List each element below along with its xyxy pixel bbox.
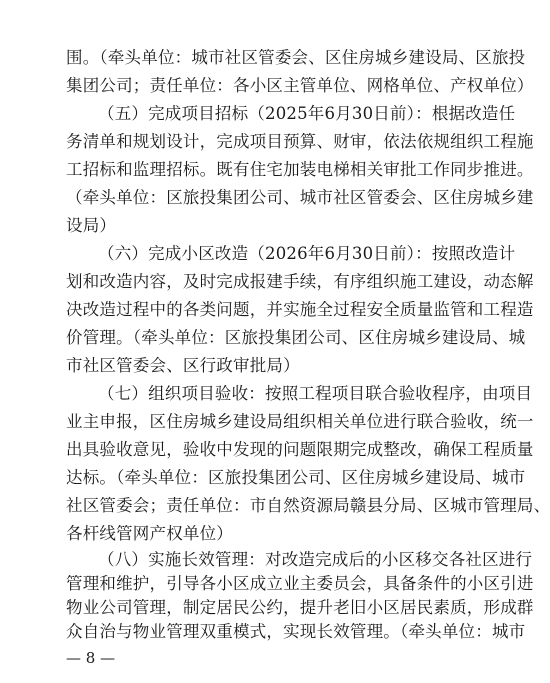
text-line: 设局） [66, 216, 117, 235]
text-line: 各杆线管网产权单位） [66, 524, 233, 543]
page-number: — 8 — [66, 649, 116, 667]
text-line: 出具验收意见，验收中发现的问题限期完成整改，确保工程质量 [66, 440, 534, 459]
section-heading-line: （七）组织项目验收：按照工程项目联合验收程序，由项目 [98, 384, 533, 403]
text-line: 业主申报，区住房城乡建设局组织相关单位进行联合验收，统一 [66, 412, 534, 431]
text-line: 物业公司管理，制定居民公约，提升老旧小区居民素质，形成群 [66, 598, 534, 617]
text-line: 划和改造内容，及时完成报建手续，有序组织施工建设，动态解 [66, 272, 534, 291]
text-line: 工招标和监理招标。既有住宅加装电梯相关审批工作同步推进。 [66, 160, 534, 179]
text-line: 社区管委会；责任单位：市自然资源局赣县分局、区城市管理局、 [66, 496, 550, 515]
text-line: 务清单和规划设计，完成项目预算、财审，依法依规组织工程施 [66, 132, 534, 151]
text-line: 达标。（牵头单位：区旅投集团公司、区住房城乡建设局、城市 [66, 468, 526, 487]
text-line: 价管理。（牵头单位：区旅投集团公司、区住房城乡建设局、城 [66, 328, 526, 347]
section-heading-line: （五）完成项目招标（2025年6月30日前）：根据改造任 [98, 104, 516, 123]
text-line: 众自治与物业管理双重模式，实现长效管理。（牵头单位：城市 [66, 622, 526, 641]
section-heading-line: （六）完成小区改造（2026年6月30日前）：按照改造计 [98, 244, 516, 263]
section-heading-line: （八）实施长效管理：对改造完成后的小区移交各社区进行 [98, 550, 533, 569]
text-line: 市社区管委会、区行政审批局） [66, 356, 300, 375]
text-line: 管理和维护，引导各小区成立业主委员会，具备条件的小区引进 [66, 574, 534, 593]
text-line: 围。（牵头单位：城市社区管委会、区住房城乡建设局、区旅投 [66, 48, 526, 67]
text-line: （牵头单位：区旅投集团公司、城市社区管委会、区住房城乡建 [66, 188, 534, 207]
text-line: 集团公司；责任单位：各小区主管单位、网格单位、产权单位） [66, 76, 534, 95]
text-line: 决改造过程中的各类问题，并实施全过程安全质量监管和工程造 [66, 300, 534, 319]
